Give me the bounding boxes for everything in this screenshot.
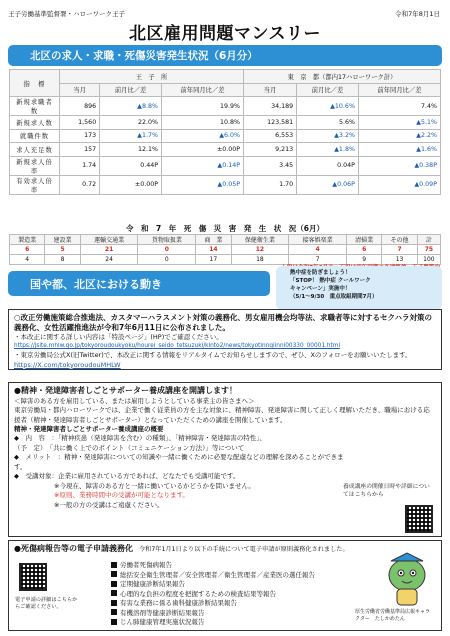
disaster-count: 0 [138, 245, 196, 255]
eapp-item [111, 609, 315, 619]
sub-col-header: 前月比／差 [100, 83, 162, 97]
eapp-item-label: 心理的な負担の程度を把握するための検査結果等報告 [120, 589, 276, 598]
col-index: 指 標 [10, 70, 60, 97]
course-item: ◆ メリット ：精神・発達障害についての知識や一緒に働くために必要な配慮などの理解を深めることができます。 [14, 453, 344, 471]
table-cell: ±0.00P [100, 175, 162, 194]
course-item: ※原則、業務時間中の受講が可能となります。 [54, 491, 189, 500]
disaster-count: 8 [45, 255, 80, 265]
disaster-count: 21 [80, 245, 138, 255]
row-label: 有効求人倍率 [10, 175, 60, 194]
table-cell: ▲0.09P [358, 175, 440, 194]
disaster-count: 4 [10, 255, 45, 265]
heat-campaign-banner [276, 266, 442, 310]
eapp-lead: 令和7年1月1日より以下の手続について電子申請が原則義務化されました。 [138, 546, 349, 553]
table-cell: ▲1.6% [358, 143, 440, 157]
table-cell: 123,581 [244, 116, 297, 130]
table-cell: ▲0.38P [358, 156, 440, 175]
table-cell: 34,189 [244, 97, 297, 116]
table-cell: 896 [60, 97, 100, 116]
eapp-item-label: 労働者死傷病報告 [120, 561, 172, 569]
disaster-count: 17 [196, 255, 231, 265]
industry-header: 製造業 [10, 235, 45, 245]
section-heading-kita: 北区の求人・求職・死傷災害発生状況（6月分） [8, 45, 442, 66]
disaster-count: 5 [45, 245, 80, 255]
table-cell: ▲6.0% [162, 129, 244, 143]
table-row [10, 143, 441, 157]
sub-col-header: 前年同月比／差 [358, 83, 440, 97]
row-label: 新規求職者数 [10, 97, 60, 116]
eapp-item-label: じん肺健康管理実施状況報告 [120, 618, 205, 626]
industry-header: 貨物取扱業 [138, 235, 196, 245]
eapp-item-label: 有害な業務に係る歯科健康診断結果報告 [120, 599, 237, 607]
disaster-count: 6 [347, 245, 382, 255]
table-cell: 1.70 [244, 175, 297, 194]
special-page-link[interactable]: https://jsite.mhlw.go.jp/tokyoroudoukyoku/hourei_seido_tetsuzuki/kinto2/news/tokyotinngiinni00330_00001.html [14, 343, 341, 350]
table-row [10, 129, 441, 143]
disaster-count: 0 [138, 255, 196, 265]
table-cell: ▲1.8% [297, 143, 359, 157]
table-row [10, 116, 441, 130]
eapp-title: ●死傷病報告等の電子申請義務化 [14, 544, 133, 553]
table-cell: ▲8.8% [100, 97, 162, 116]
sub-col-header: 当月 [60, 83, 100, 97]
table-cell: ▲3.2% [297, 129, 359, 143]
disaster-count: 24 [80, 255, 138, 265]
heat-line: 「STOP！ 熱中症 クールワーク [290, 278, 371, 284]
course-body: 東京労働局・都内ハローワークでは、企業で働く従業員の方を主な対象に、精神障害、発達障害に関して正しく理解いただき、職場における応援者（精神・発達障害者しごとサポーター）となっていただくための講座を開催しています。 [14, 406, 430, 424]
course-qr-caption: 養成講座の開催日時や詳細についてはこちらから [343, 484, 430, 498]
table-cell: ▲2.2% [358, 129, 440, 143]
table-cell: 19.9% [162, 97, 244, 116]
org-name: 王子労働基準監督署・ハローワーク王子 [8, 10, 125, 18]
news-text: ・東京労働局公式X(旧Twitter)で、本改正に関する情報をリアルタイムでお知らせしますので、ぜひ、Xのフォローをお願いいたします。 [14, 351, 412, 360]
disaster-count: 14 [196, 245, 231, 255]
employment-table [9, 69, 441, 195]
table-cell: 12.1% [100, 143, 162, 157]
square-bullet-icon [111, 600, 117, 606]
table-cell: ▲0.14P [162, 156, 244, 175]
row-label: 新規求人数 [10, 116, 60, 130]
course-item: ※今現在、障害のある方と一緒に働いているかどうかを問いません。 [54, 481, 255, 490]
news-e-application [8, 540, 442, 631]
disaster-count: 4 [289, 245, 347, 255]
table-cell: 0.44P [100, 156, 162, 175]
disaster-count: 75 [417, 245, 440, 255]
news-supporter-course [8, 382, 442, 537]
table-cell: 22.0% [100, 116, 162, 130]
table-cell: 10.8% [162, 116, 244, 130]
table-cell: 1.74 [60, 156, 100, 175]
table-cell: 0.04P [297, 156, 359, 175]
disaster-count: 13 [382, 255, 417, 265]
table-cell: ±0.00P [162, 143, 244, 157]
mascot-caption: 厚生労働省労働基準局広報キャラクター たしかめたん [355, 609, 431, 622]
table-cell: ▲5.1% [358, 116, 440, 130]
table-row [10, 175, 441, 194]
industry-header: 保健衛生業 [231, 235, 289, 245]
disaster-count: 18 [231, 255, 289, 265]
x-account-link[interactable]: https://X.com/tokyoroudouMHLW [14, 360, 121, 369]
eapp-item [111, 571, 315, 581]
square-bullet-icon [111, 581, 117, 587]
course-qr-code[interactable] [405, 505, 433, 533]
table-cell: 6,553 [244, 129, 297, 143]
disaster-count: 100 [417, 255, 440, 265]
heat-line: キャンペーン」実施中！ [290, 286, 351, 292]
section-heading-news: 国や都、北区における動き [8, 271, 270, 296]
table-cell: 157 [60, 143, 100, 157]
row-label: 求人充足数 [10, 143, 60, 157]
eapp-qr-caption: 電子申請の詳細はこちらからご確認ください。 [15, 597, 78, 610]
heat-line: （5/1～9/30 重点取組期間7月） [290, 294, 378, 300]
industry-header: 接客娯楽業 [289, 235, 347, 245]
sub-col-header: 前月比／差 [297, 83, 359, 97]
heat-line: 熱中症を防ぎましょう！ [290, 270, 351, 276]
disaster-table [9, 234, 441, 265]
table-cell: 173 [60, 129, 100, 143]
mascot-image [385, 551, 429, 609]
industry-header: 商 業 [196, 235, 231, 245]
table-cell: ▲0.05P [162, 175, 244, 194]
eapp-item [111, 599, 315, 609]
table-cell: 1,560 [60, 116, 100, 130]
eapp-item [111, 590, 315, 600]
eapp-item [111, 580, 315, 590]
eapp-qr-code[interactable] [19, 563, 47, 591]
course-title: ●精神・発達障害者しごとサポーター養成講座を開講します！ [14, 386, 237, 395]
table-cell: 0.72 [60, 175, 100, 194]
table-row [10, 156, 441, 175]
eapp-item-label: 有機溶剤等健康診断結果報告 [120, 608, 205, 617]
eapp-item-label: 総括安全衛生管理者／安全管理者／衛生管理者／産業医の選任報告 [120, 570, 315, 579]
disaster-count: 7 [382, 245, 417, 255]
course-item: ◆ 受講対象：企業に雇用されている方であれば、どなたでも受講可能です。 [14, 472, 240, 481]
industry-header: 運輸交通業 [80, 235, 138, 245]
news-text: ・本改正に関する詳しい内容は「特設ページ」(HP)でご確認ください。 [14, 333, 223, 341]
square-bullet-icon [111, 619, 117, 625]
table-row [10, 97, 441, 116]
table-cell: ▲10.6% [297, 97, 359, 116]
disaster-count: 7 [289, 255, 347, 265]
sub-col-header: 当月 [244, 83, 297, 97]
table-cell: 7.4% [358, 97, 440, 116]
square-bullet-icon [111, 609, 117, 615]
table-cell: 9,213 [244, 143, 297, 157]
eapp-item-label: 定期健康診断結果報告 [120, 580, 185, 588]
page-title: 北区雇用問題マンスリー [129, 24, 321, 44]
eapp-item [111, 618, 315, 628]
industry-header: 清掃業 [347, 235, 382, 245]
table-cell: ▲1.7% [100, 129, 162, 143]
issue-date: 令和7年8月1日 [395, 10, 440, 18]
table-cell: 3.45 [244, 156, 297, 175]
row-label: 新規求人倍率 [10, 156, 60, 175]
group-tokyo: 東 京 都（都内17ハローワーク計） [244, 70, 441, 84]
table-cell: 5.6% [297, 116, 359, 130]
eapp-item [111, 561, 315, 571]
industry-header: その他 [382, 235, 417, 245]
disaster-count: 9 [347, 255, 382, 265]
course-item: （予 定） 「共に働く上でのポイント（コミュニケーション方法）」等について [14, 443, 245, 452]
industry-header: 計 [417, 235, 440, 245]
square-bullet-icon [111, 590, 117, 596]
news-harassment [8, 309, 442, 370]
industry-header: 建設業 [45, 235, 80, 245]
course-item: ※一般の方の受講はご遠慮ください。 [54, 500, 164, 509]
disaster-count: 12 [231, 245, 289, 255]
square-bullet-icon [111, 562, 117, 568]
course-subtitle: ＜障害のある方を雇用している、または雇用しようとしている事業主の皆さまへ＞ [14, 397, 255, 406]
table-cell: ▲0.06P [297, 175, 359, 194]
square-bullet-icon [111, 571, 117, 577]
disaster-title: 令 和 7 年 死 傷 災 害 発 生 状 況（6月） [126, 224, 324, 233]
sub-col-header: 前年同月比／差 [162, 83, 244, 97]
course-item: ◆ 内 容 ：「精神疾患（発達障害を含む）の種類」、「精神障害・発達障害の特性」、 [14, 434, 266, 443]
news-headline: ○改正労働施策総合推進法、カスタマーハラスメント対策の義務化、男女雇用機会均等法、求職者等に対するセクハラ対策の義務化、女性活躍推進法が令和7年6月11日に公布されました。 [14, 313, 432, 332]
row-label: 就職件数 [10, 129, 60, 143]
course-overview-title: 精神・発達障害者しごとサポーター養成講座の概要 [14, 424, 164, 433]
disaster-count: 6 [10, 245, 45, 255]
group-oji: 王 子 所 [60, 70, 244, 84]
